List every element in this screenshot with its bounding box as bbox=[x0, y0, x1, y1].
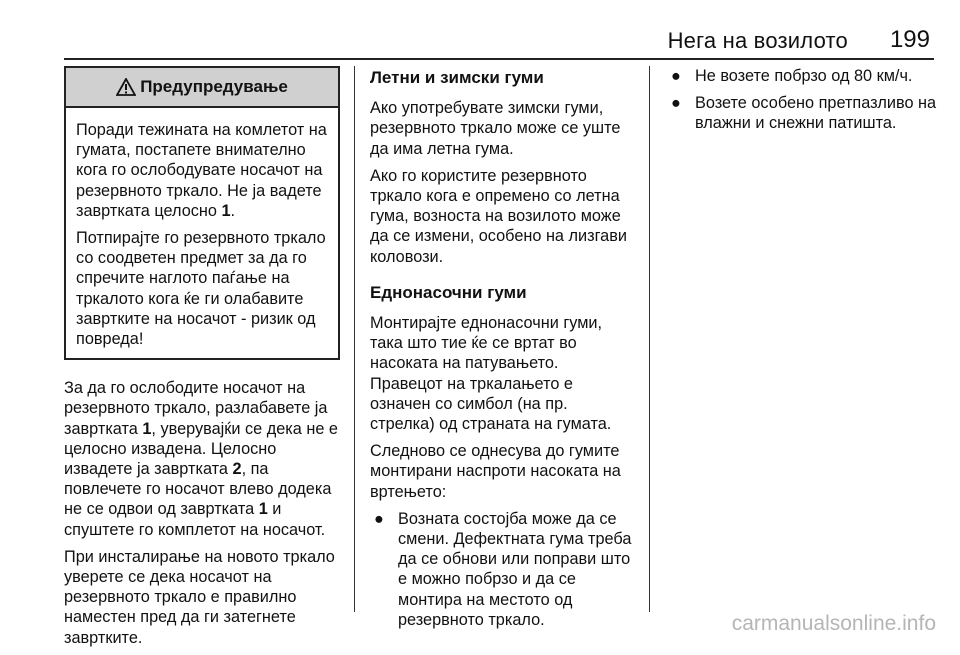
warning-body bbox=[66, 108, 338, 358]
section-heading: Еднонасочни гуми bbox=[370, 282, 527, 302]
bullet-icon: ● bbox=[374, 509, 384, 528]
warning-paragraph: Поради тежината на комлетот на гумата, постапете внимателно кога го ослободувате носачот на резервното тркало. Не ја вадете завртката целосно 1. bbox=[76, 121, 327, 220]
warning-paragraph: Потпирајте го резервното тркало со соодветен предмет за да го спречите наглото паѓање на тркалото кога ќе ги олабавите завртките на носачот - ризик од повреда! bbox=[76, 229, 326, 349]
column-left bbox=[64, 66, 340, 655]
page-header bbox=[64, 26, 934, 60]
body-paragraph: Монтирајте еднонасочни гуми, така што тие ќе се вртат во насоката на патувањето. Правецот на тркалањето е означен со симбол (на пр. стрелка) од страната на гумата. bbox=[370, 314, 612, 434]
watermark: carmanualsonline.info bbox=[731, 612, 936, 635]
body-paragraph: Ако употребувате зимски гуми, резервното тркало може се уште да има летна гума. bbox=[370, 99, 621, 158]
section-heading: Летни и зимски гуми bbox=[370, 68, 544, 87]
body-paragraph: Ако го користите резервното тркало кога е опремено со летна гума, возноста на возилото може да се измени, особено на лизгави коловози. bbox=[370, 166, 627, 266]
body-paragraph: При инсталирање на новото тркало уверете се дека носачот на резервното тркало е правилно наместен пред да ги затегнете завртките. bbox=[64, 547, 335, 647]
chapter-title: Нега на возилото bbox=[667, 28, 848, 53]
warning-header bbox=[66, 68, 338, 108]
bullet-icon: ● bbox=[671, 67, 681, 85]
warning-triangle-icon bbox=[116, 78, 136, 96]
bullet-list bbox=[370, 509, 634, 630]
column-divider bbox=[649, 66, 650, 612]
warning-title: Предупредување bbox=[140, 76, 288, 96]
body-paragraph: За да го ослободите носачот на резервното тркало, разлабавете ја завртката 1, уверувајќи се дека не е целосно извадена. Целосно извадете ја завртката 2, па повлечете го носачот влево додека не се одвои од завртката 1 и спуштете го комплетот на носачот. bbox=[64, 379, 338, 539]
bullet-list bbox=[667, 66, 937, 134]
bullet-icon: ● bbox=[671, 94, 681, 113]
list-item: ● Не возете побрзо од 80 км/ч. bbox=[671, 67, 913, 85]
column-middle bbox=[370, 66, 634, 637]
page-number: 199 bbox=[889, 26, 930, 53]
list-item: ● Возете особено претпазливо на влажни и снежни патишта. bbox=[671, 94, 937, 133]
column-divider bbox=[354, 66, 355, 612]
body-paragraph: Следново се однесува до гумите монтирани наспроти насоката на вртењето: bbox=[370, 442, 621, 501]
column-right bbox=[667, 66, 937, 141]
warning-box bbox=[64, 66, 340, 360]
list-item: ● Возната состојба може да се смени. Дефектната гума треба да се обнови или поправи што е можно побрзо и да се монтира на местото од резервното тркало. bbox=[374, 509, 632, 629]
